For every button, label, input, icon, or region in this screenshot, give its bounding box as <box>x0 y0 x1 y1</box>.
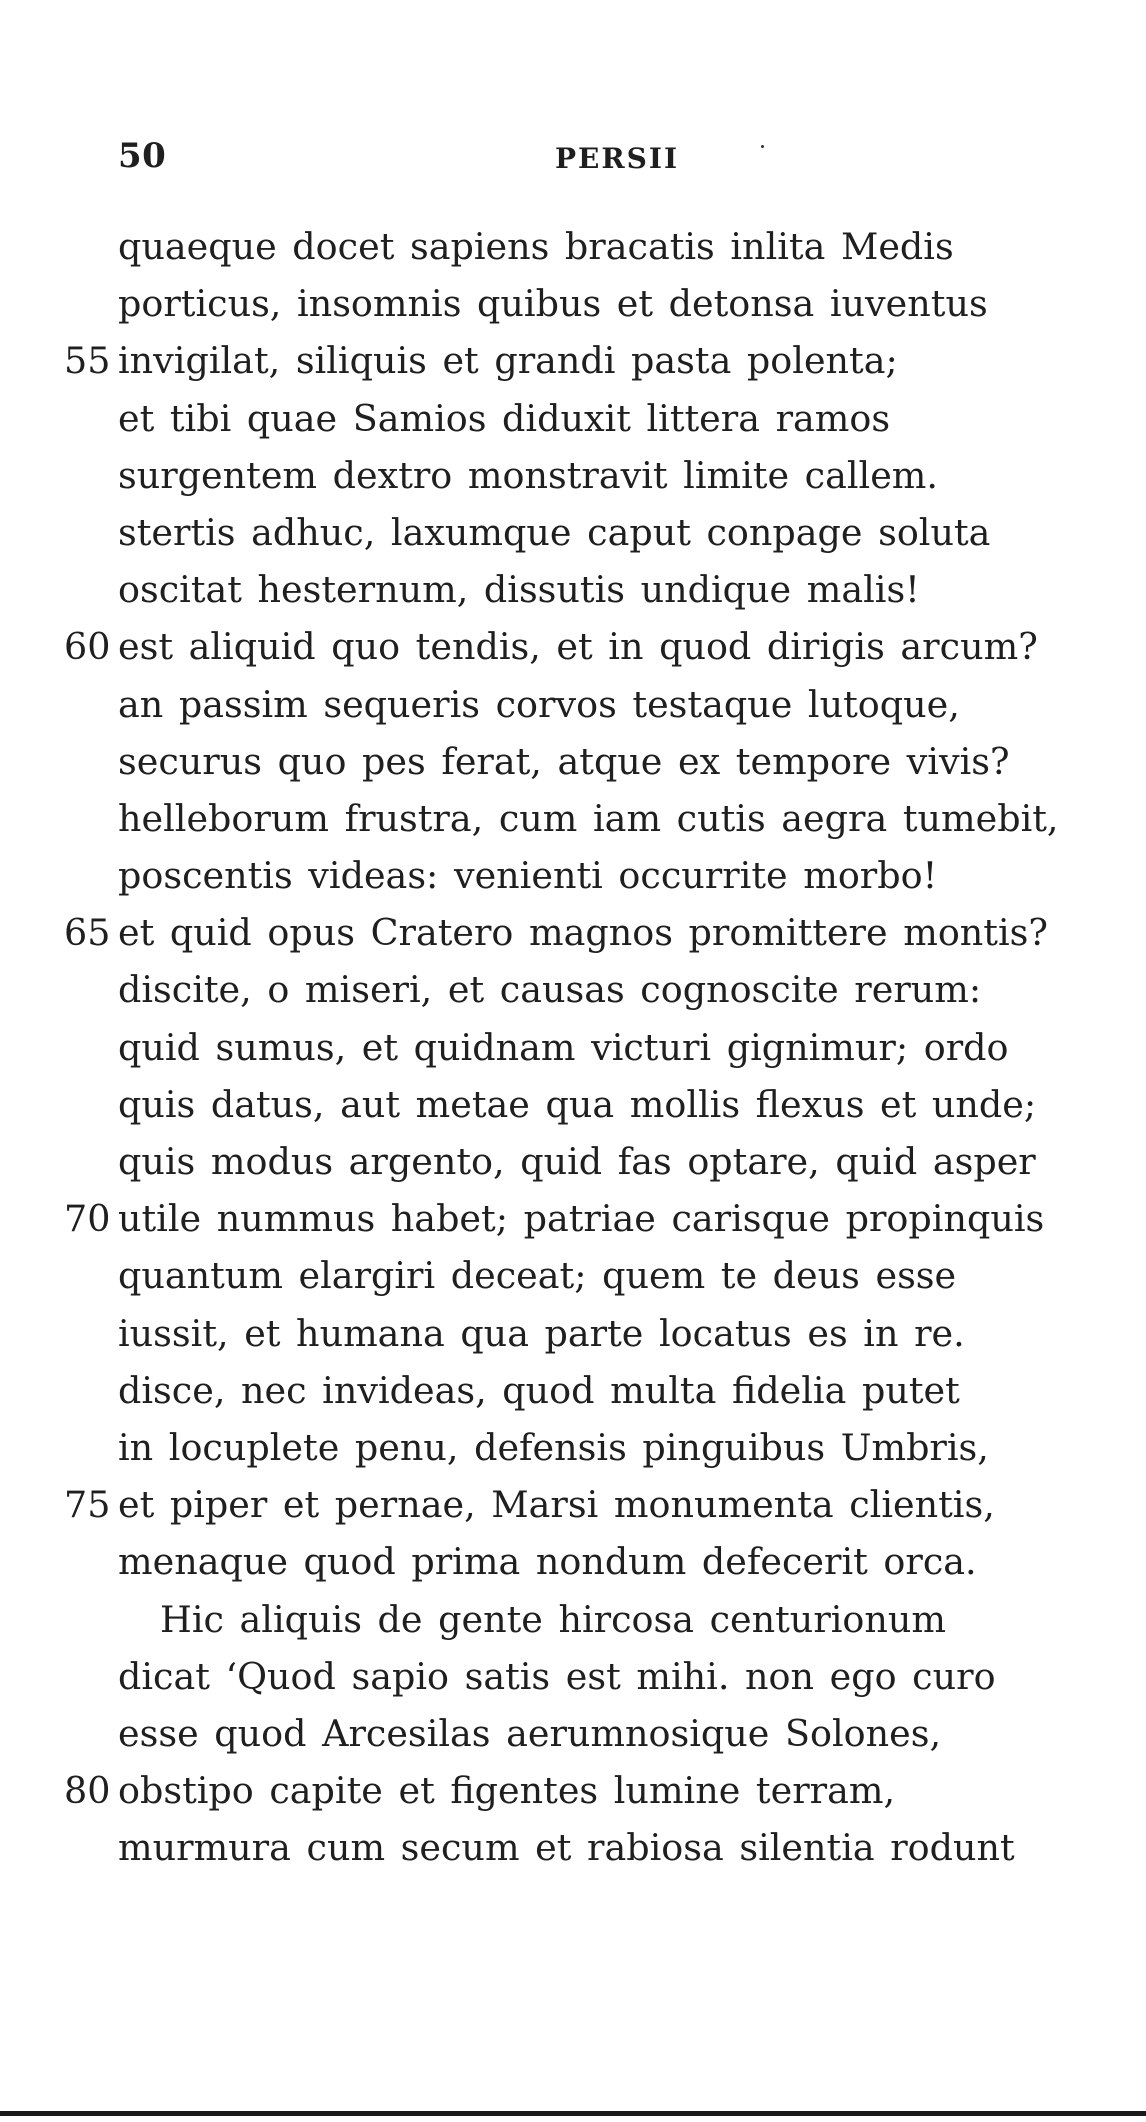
verse-line <box>0 1648 1146 1705</box>
verse-text: in locuplete penu, defensis pinguibus Umbris, <box>118 1425 989 1469</box>
verse-text: Hic aliquis de gente hircosa centurionum <box>160 1597 947 1641</box>
verse-line <box>0 1019 1146 1076</box>
verse-line <box>0 676 1146 733</box>
verse-line <box>0 1476 1146 1533</box>
verse-text: menaque quod prima nondum defecerit orca. <box>118 1540 977 1584</box>
verse-text: utile nummus habet; patriae carisque propinquis <box>118 1197 1045 1241</box>
verse-line <box>0 332 1146 389</box>
verse-text: poscentis videas: venienti occurrite morbo! <box>118 854 938 898</box>
verse-text: quaeque docet sapiens bracatis inlita Medis <box>118 225 954 268</box>
verse-text: stertis adhuc, laxumque caput conpage soluta <box>118 510 991 554</box>
verse-text: securus quo pes ferat, atque ex tempore vivis? <box>118 739 1010 783</box>
verse-line <box>0 1819 1146 1876</box>
verse-text: oscitat hesternum, dissutis undique malis! <box>118 568 920 612</box>
poem-text-block <box>0 218 1146 1876</box>
verse-text: et quid opus Cratero magnos promittere montis? <box>118 911 1048 955</box>
verse-line <box>0 1076 1146 1133</box>
verse-line <box>0 961 1146 1018</box>
verse-text: porticus, insomnis quibus et detonsa iuventus <box>118 282 988 326</box>
line-number: 65 <box>64 911 111 955</box>
verse-line <box>0 1533 1146 1590</box>
verse-text: iussit, et humana qua parte locatus es in re. <box>118 1311 965 1355</box>
verse-text: invigilat, siliquis et grandi pasta polenta; <box>118 339 898 383</box>
verse-text: helleborum frustra, cum iam cutis aegra tumebit, <box>118 796 1059 840</box>
verse-line <box>0 561 1146 618</box>
verse-text: disce, nec invideas, quod multa fidelia putet <box>118 1368 960 1412</box>
verse-text: esse quod Arcesilas aerumnosique Solones, <box>118 1711 942 1755</box>
verse-line <box>0 1591 1146 1648</box>
verse-text: discite, o miseri, et causas cognoscite rerum: <box>118 968 982 1012</box>
verse-line <box>0 1419 1146 1476</box>
verse-text: dicat ‘Quod sapio satis est mihi. non ego curo <box>118 1654 996 1698</box>
page-number: 50 <box>118 136 167 176</box>
line-number: 60 <box>64 625 111 669</box>
line-number: 70 <box>64 1197 111 1241</box>
verse-line <box>0 1705 1146 1762</box>
verse-line <box>0 275 1146 332</box>
verse-text: quis modus argento, quid fas optare, quid asper <box>118 1140 1036 1183</box>
line-number: 80 <box>64 1769 111 1813</box>
verse-line <box>0 218 1146 275</box>
verse-line <box>0 1133 1146 1190</box>
verse-line <box>0 733 1146 790</box>
verse-line <box>0 1247 1146 1304</box>
verse-line <box>0 1190 1146 1247</box>
verse-line <box>0 790 1146 847</box>
verse-line <box>0 618 1146 675</box>
verse-text: et piper et pernae, Marsi monumenta clientis, <box>118 1483 995 1527</box>
verse-line <box>0 1362 1146 1419</box>
verse-line <box>0 1762 1146 1819</box>
line-number: 55 <box>64 339 111 383</box>
verse-line <box>0 904 1146 961</box>
verse-text: quantum elargiri deceat; quem te deus esse <box>118 1254 957 1298</box>
verse-text: an passim sequeris corvos testaque lutoque, <box>118 682 960 726</box>
verse-text: et tibi quae Samios diduxit littera ramos <box>118 396 891 440</box>
verse-line <box>0 447 1146 504</box>
print-speck <box>761 145 764 148</box>
verse-line <box>0 847 1146 904</box>
verse-text: murmura cum secum et rabiosa silentia rodunt <box>118 1826 1015 1870</box>
verse-line <box>0 504 1146 561</box>
verse-text: quis datus, aut metae qua mollis flexus et unde; <box>118 1082 1037 1126</box>
verse-line <box>0 1305 1146 1362</box>
verse-line <box>0 390 1146 447</box>
running-title: PERSII <box>555 142 680 175</box>
verse-text: est aliquid quo tendis, et in quod dirigis arcum? <box>118 625 1038 669</box>
verse-text: surgentem dextro monstravit limite callem. <box>118 453 939 497</box>
bottom-edge-rule <box>0 2111 1146 2116</box>
verse-text: obstipo capite et figentes lumine terram, <box>118 1769 896 1813</box>
verse-text: quid sumus, et quidnam victuri gignimur; ordo <box>118 1025 1009 1069</box>
line-number: 75 <box>64 1483 111 1527</box>
